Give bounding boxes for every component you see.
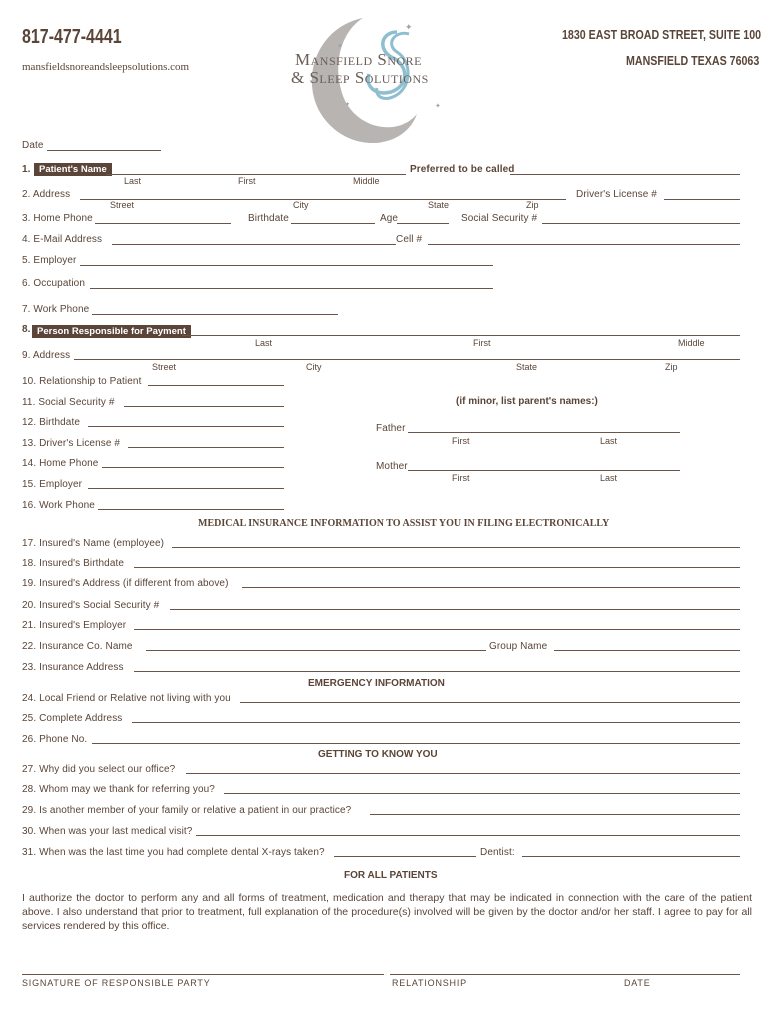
field-31-label: 31. When was the last time you had complete dental X-rays taken? — [22, 847, 325, 858]
insured-ssn-field[interactable] — [170, 609, 740, 610]
field-23-label: 23. Insurance Address — [22, 662, 124, 673]
father-last: Last — [600, 436, 618, 446]
field-26-label: 26. Phone No. — [22, 734, 88, 745]
complete-address-field[interactable] — [132, 722, 740, 723]
age-label: Age — [380, 213, 399, 224]
sub-zip: Zip — [526, 200, 539, 210]
field-7-label: 7. Work Phone — [22, 304, 90, 315]
employer-field[interactable] — [80, 265, 493, 266]
field-3-label: 3. Home Phone — [22, 213, 93, 224]
insured-birthdate-field[interactable] — [134, 567, 740, 568]
dentist-label: Dentist: — [480, 847, 515, 858]
occupation-field[interactable] — [90, 288, 493, 289]
phone-no-field[interactable] — [92, 743, 740, 744]
logo — [285, 10, 485, 150]
field-1-number: 1. — [22, 164, 31, 175]
field-8-number: 8. — [22, 324, 31, 335]
field-17-label: 17. Insured's Name (employee) — [22, 538, 165, 549]
dental-xrays-field[interactable] — [334, 856, 476, 857]
minor-note: (if minor, list parent's names:) — [456, 396, 598, 407]
medical-insurance-header: MEDICAL INSURANCE INFORMATION TO ASSIST YOU IN FILING ELECTRONICALLY — [198, 518, 610, 529]
logo-line-1: Mansfield Snore — [295, 50, 422, 69]
group-name-label: Group Name — [489, 641, 548, 652]
mother-first: First — [452, 473, 470, 483]
all-patients-header: FOR ALL PATIENTS — [344, 870, 438, 881]
dentist-field[interactable] — [522, 856, 740, 857]
sub-street-9: Street — [152, 362, 177, 372]
field-20-label: 20. Insured's Social Security # — [22, 600, 160, 611]
date-field[interactable] — [47, 150, 161, 151]
field-27-label: 27. Why did you select our office? — [22, 764, 176, 775]
resp-home-phone-field[interactable] — [102, 467, 284, 468]
sub-state-9: State — [516, 362, 538, 372]
responsible-name-field[interactable] — [182, 335, 740, 336]
address-line-2: MANSFIELD TEXAS 76063 — [626, 53, 760, 68]
field-19-label: 19. Insured's Address (if different from above) — [22, 578, 229, 589]
field-4-label: 4. E-Mail Address — [22, 234, 103, 245]
resp-employer-field[interactable] — [88, 488, 284, 489]
address-line-1: 1830 EAST BROAD STREET, SUITE 100 — [562, 27, 762, 42]
sub-middle: Middle — [353, 176, 380, 186]
resp-ssn-field[interactable] — [124, 406, 284, 407]
family-member-field[interactable] — [370, 814, 740, 815]
sub-city: City — [293, 200, 309, 210]
drivers-license-label: Driver's License # — [576, 189, 657, 200]
field-30-label: 30. When was your last medical visit? — [22, 826, 193, 837]
sub-last: Last — [124, 176, 142, 186]
sub-last-8: Last — [255, 338, 273, 348]
ssn-field[interactable] — [542, 223, 740, 224]
cell-label: Cell # — [396, 234, 423, 245]
field-12-label: 12. Birthdate — [22, 417, 81, 428]
signature-field[interactable] — [22, 974, 384, 975]
birthdate-field[interactable] — [291, 223, 375, 224]
address-field[interactable] — [80, 199, 566, 200]
why-select-field[interactable] — [186, 773, 740, 774]
sub-zip-9: Zip — [665, 362, 678, 372]
local-friend-field[interactable] — [240, 702, 740, 703]
work-phone-field[interactable] — [92, 314, 338, 315]
mother-last: Last — [600, 473, 618, 483]
svg-text:✦: ✦ — [345, 101, 351, 108]
responsible-payment-tag: Person Responsible for Payment — [32, 325, 191, 338]
relationship-field[interactable] — [148, 385, 284, 386]
field-9-label: 9. Address — [22, 350, 71, 361]
preferred-label: Preferred to be called — [410, 164, 515, 175]
resp-work-phone-field[interactable] — [98, 509, 284, 510]
field-18-label: 18. Insured's Birthdate — [22, 558, 125, 569]
field-5-label: 5. Employer — [22, 255, 77, 266]
insured-employer-field[interactable] — [134, 629, 740, 630]
field-21-label: 21. Insured's Employer — [22, 620, 127, 631]
field-24-label: 24. Local Friend or Relative not living with you — [22, 693, 231, 704]
field-29-label: 29. Is another member of your family or relative a patient in our practice? — [22, 805, 352, 816]
sub-street: Street — [110, 200, 135, 210]
patient-name-field[interactable] — [106, 174, 406, 175]
field-22-label: 22. Insurance Co. Name — [22, 641, 133, 652]
ssn-label: Social Security # — [461, 213, 538, 224]
insurance-address-field[interactable] — [134, 671, 740, 672]
field-16-label: 16. Work Phone — [22, 500, 95, 511]
last-medical-visit-field[interactable] — [196, 835, 740, 836]
svg-text:✦: ✦ — [337, 42, 343, 50]
drivers-license-field[interactable] — [664, 199, 740, 200]
field-6-label: 6. Occupation — [22, 278, 86, 289]
sub-middle-8: Middle — [678, 338, 705, 348]
emergency-header: EMERGENCY INFORMATION — [308, 678, 445, 689]
date-label: Date — [22, 140, 44, 151]
authorization-text: I authorize the doctor to perform any and all forms of treatment, medication and therapy that may be indicated in connection with the care of the patient above. I also understand that prior to treatment, full explanation of the procedure(s) involved will be given by the doctor and/or her staff. I agree to pay for all services rendered by this office. — [22, 892, 752, 932]
field-14-label: 14. Home Phone — [22, 458, 99, 469]
mother-label: Mother — [376, 461, 408, 472]
sub-state: State — [428, 200, 450, 210]
father-label: Father — [376, 423, 406, 434]
website: mansfieldsnoreandsleepsolutions.com — [22, 61, 190, 73]
email-field[interactable] — [112, 244, 396, 245]
cell-field[interactable] — [428, 244, 740, 245]
date-sig-label: DATE — [624, 978, 651, 988]
field-2-label: 2. Address — [22, 189, 71, 200]
logo-line-2: & Sleep Solutions — [291, 68, 429, 87]
group-name-field[interactable] — [554, 650, 740, 651]
home-phone-field[interactable] — [95, 223, 231, 224]
field-28-label: 28. Whom may we thank for referring you? — [22, 784, 215, 795]
relationship-sig-field[interactable] — [390, 974, 740, 975]
responsible-address-field[interactable] — [74, 359, 740, 360]
svg-text:✦: ✦ — [405, 23, 413, 33]
signature-label: SIGNATURE OF RESPONSIBLE PARTY — [22, 978, 211, 988]
preferred-name-field[interactable] — [510, 174, 740, 175]
resp-birthdate-field[interactable] — [88, 426, 284, 427]
patients-name-tag: Patient's Name — [34, 163, 112, 176]
sub-first: First — [238, 176, 256, 186]
father-field[interactable] — [408, 432, 680, 433]
age-field[interactable] — [397, 223, 449, 224]
insured-name-field[interactable] — [172, 547, 740, 548]
phone-number: 817-477-4441 — [22, 26, 122, 48]
field-11-label: 11. Social Security # — [22, 397, 115, 408]
birthdate-label: Birthdate — [248, 213, 289, 224]
sub-first-8: First — [473, 338, 491, 348]
relationship-label: RELATIONSHIP — [392, 978, 467, 988]
insured-address-field[interactable] — [242, 587, 740, 588]
field-15-label: 15. Employer — [22, 479, 83, 490]
field-13-label: 13. Driver's License # — [22, 438, 121, 449]
father-first: First — [452, 436, 470, 446]
getting-to-know-header: GETTING TO KNOW YOU — [318, 749, 438, 760]
sub-city-9: City — [306, 362, 322, 372]
svg-text:✦: ✦ — [435, 102, 441, 110]
field-10-label: 10. Relationship to Patient — [22, 376, 142, 387]
insurance-co-field[interactable] — [146, 650, 486, 651]
field-25-label: 25. Complete Address — [22, 713, 123, 724]
referral-field[interactable] — [224, 793, 740, 794]
mother-field[interactable] — [408, 470, 680, 471]
resp-license-field[interactable] — [128, 447, 284, 448]
